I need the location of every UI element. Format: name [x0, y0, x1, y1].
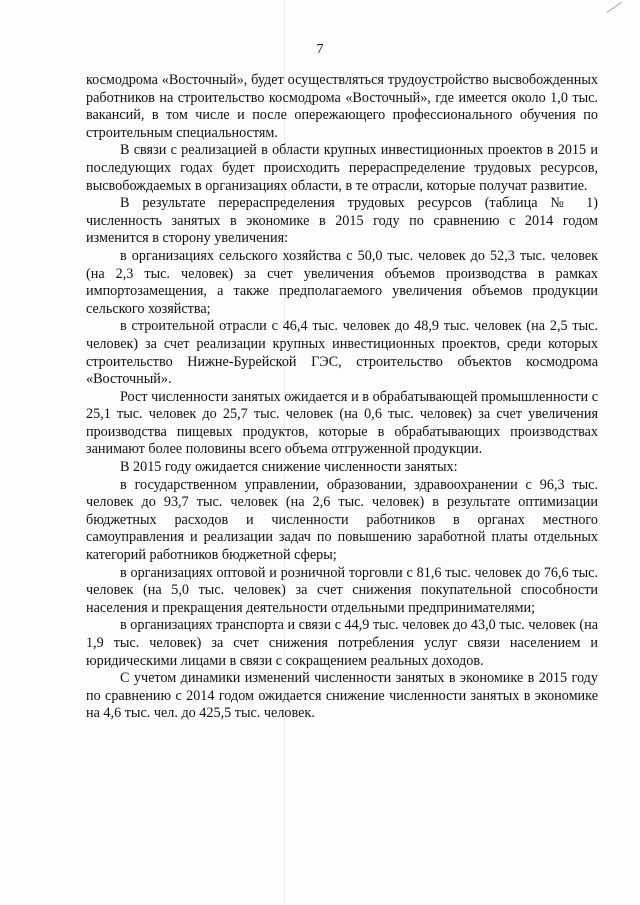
list-item-paragraph: в строительной отрасли с 46,4 тыс. человек до 48,9 тыс. человек (на 2,5 тыс. человек) за счет реализации крупных инвестиционных проектов, среди которых строительство Нижне-Бурейской ГЭС, строительство объектов космодрома «Восточный».: [86, 318, 598, 388]
paragraph: Рост численности занятых ожидается и в обрабатывающей промышленности с 25,1 тыс. человек до 25,7 тыс. человек (на 0,6 тыс. человек) за счет увеличения производства пищевых продуктов, которые в обрабатывающих производствах занимают более половины всего объема отгруженной продукции.: [86, 388, 598, 458]
paragraph: С учетом динамики изменений численности занятых в экономике в 2015 году по сравнению с 2014 годом ожидается снижение численности занятых в экономике на 4,6 тыс. чел. до 425,5 тыс. человек.: [86, 670, 598, 722]
body-text: [86, 72, 598, 723]
page-number: 7: [316, 42, 324, 57]
paragraph: В результате перераспределения трудовых ресурсов (таблица № 1) численность занятых в экономике в 2015 году по сравнению с 2014 годом изменится в сторону увеличения:: [86, 195, 598, 247]
scan-edge-mark: [606, 2, 627, 21]
paragraph-continuation: космодрома «Восточный», будет осуществляться трудоустройство высвобожденных работников на строительство космодрома «Восточный», где имеется около 1,0 тыс. вакансий, в том числе и после опережающего профессионального обучения по строительным специальностям.: [86, 72, 598, 141]
paragraph: В 2015 году ожидается снижение численности занятых:: [120, 459, 458, 476]
paragraph: В связи с реализацией в области крупных инвестиционных проектов в 2015 и последующих годах будет происходить перераспределение трудовых ресурсов, высвобождаемых в организациях области, в те отрасли, которые получат развитие.: [86, 142, 598, 194]
list-item-paragraph: в организациях сельского хозяйства с 50,0 тыс. человек до 52,3 тыс. человек (на 2,3 тыс. человек) за счет увеличения объемов производства в рамках импортозамещения, а также предполагаемого увеличения объемов продукции сельского хозяйства;: [86, 247, 598, 317]
list-item-paragraph: в государственном управлении, образовании, здравоохранении с 96,3 тыс. человек до 93,7 тыс. человек (на 2,6 тыс. человек) в результате оптимизации бюджетных расходов и численности работников в органах местного самоуправления и реализации задач по повышению заработной платы отдельных категорий работников бюджетной сферы;: [86, 476, 598, 564]
list-item-paragraph: в организациях оптовой и розничной торговли с 81,6 тыс. человек до 76,6 тыс. человек (на 5,0 тыс. человек) за счет снижения покупательной способности населения и прекращения деятельности отдельными предпринимателями;: [86, 564, 598, 616]
list-item-paragraph: в организациях транспорта и связи с 44,9 тыс. человек до 43,0 тыс. человек (на 1,9 тыс. человек) за счет снижения потребления услуг связи населением и юридическими лицами в связи с сокращением реальных доходов.: [86, 617, 598, 669]
